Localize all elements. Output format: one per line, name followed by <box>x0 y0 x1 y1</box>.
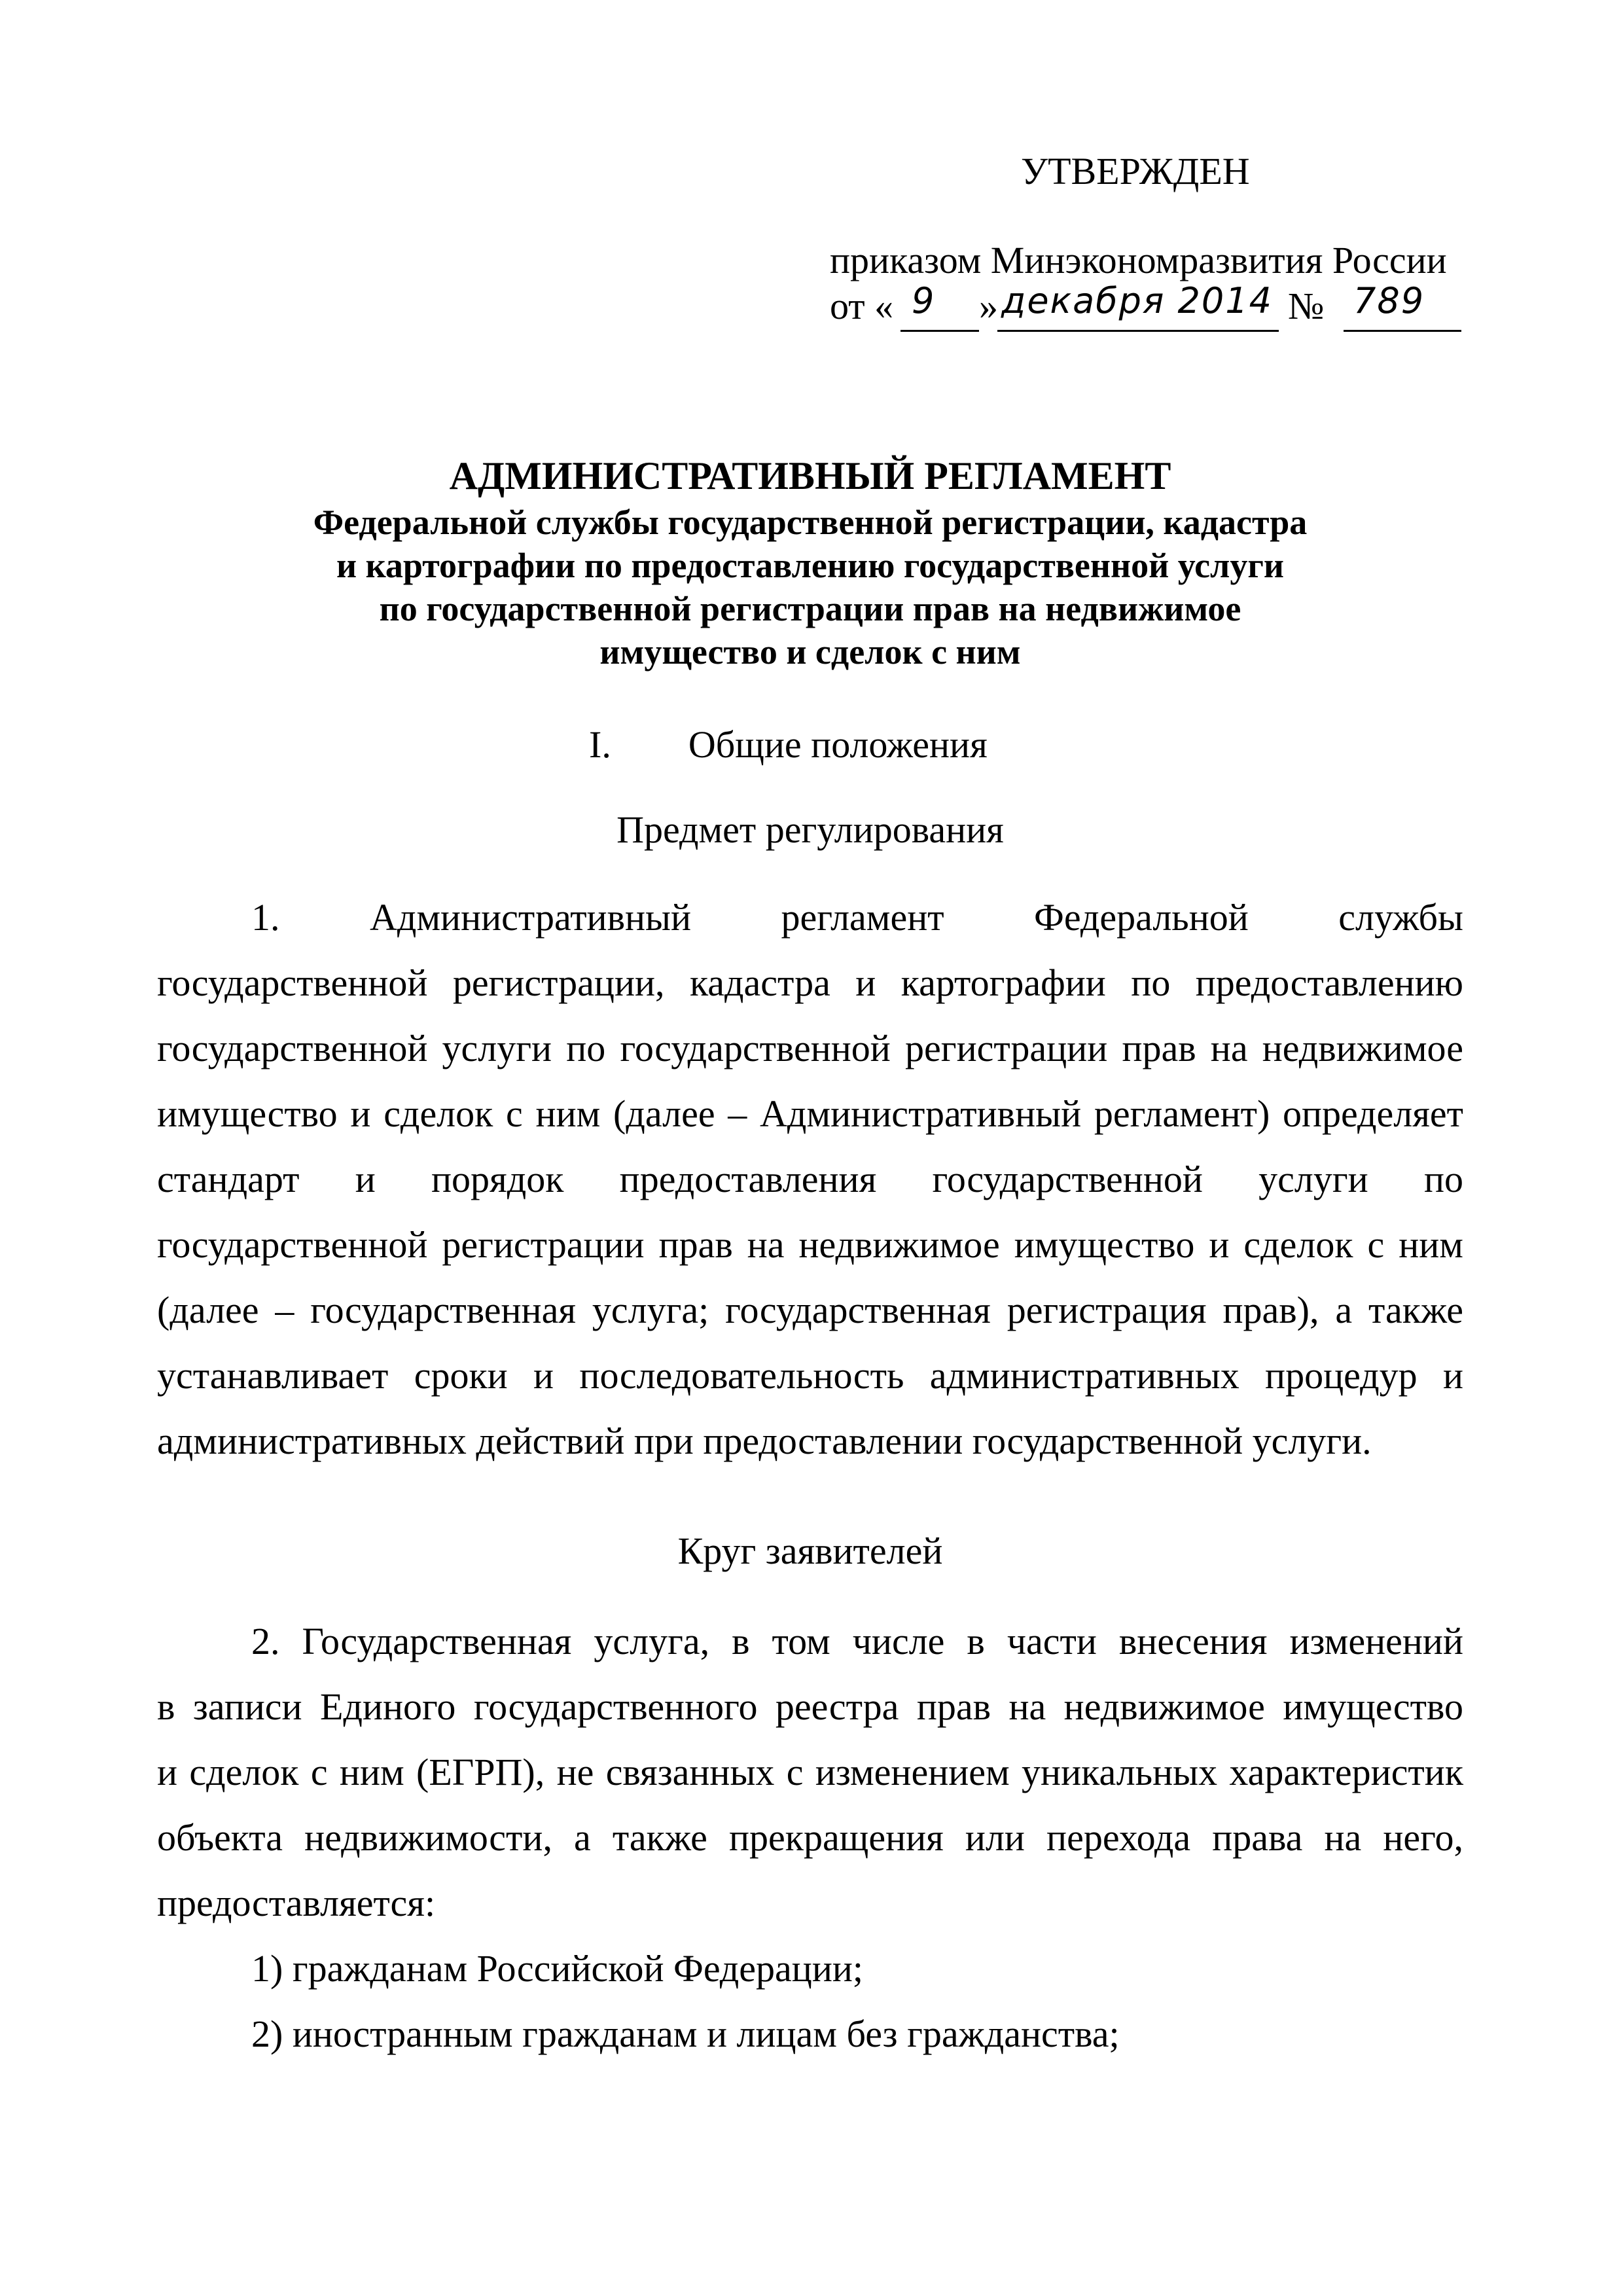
paragraph-1 <box>157 885 1463 1474</box>
paragraph-line: государственной регистрации прав на недвижимое имущество и сделок с ним <box>157 1223 1463 1266</box>
subheading-applicants: Круг заявителей <box>677 1530 943 1572</box>
document-title <box>157 452 1463 673</box>
title-line: имущество и сделок с ним <box>599 632 1021 672</box>
date-month-year-handwritten: декабря 2014 <box>1001 280 1273 321</box>
paragraph-line: стандарт и порядок предоставления государственной услуги по <box>157 1158 1463 1200</box>
section-number: I. <box>589 723 611 766</box>
section-heading <box>589 719 988 771</box>
paragraph-2 <box>157 1609 1463 1936</box>
paragraph-line: 2. Государственная услуга, в том числе в части внесения изменений <box>251 1620 1463 1662</box>
order-number-handwritten: 789 <box>1353 280 1425 321</box>
paragraph-line: (далее – государственная услуга; государственная регистрация прав), а также <box>157 1289 1463 1331</box>
number-sign: № <box>1288 285 1325 327</box>
date-day-handwritten: 9 <box>912 280 936 321</box>
paragraph-line: объекта недвижимости, а также прекращения или перехода права на него, <box>157 1816 1463 1859</box>
order-date-line <box>830 275 1484 334</box>
paragraph-line: имущество и сделок с ним (далее – Административный регламент) определяет <box>157 1092 1463 1135</box>
date-mid: » <box>979 285 998 327</box>
list-item: 2) иностранным гражданам и лицам без гражданства; <box>251 2013 1120 2055</box>
paragraph-line: 1. Административный регламент Федеральной службы <box>251 896 1463 939</box>
title-main: АДМИНИСТРАТИВНЫЙ РЕГЛАМЕНТ <box>449 454 1171 497</box>
order-reference: приказом Минэкономразвития России <box>830 239 1447 281</box>
paragraph-line: предоставляется: <box>157 1882 436 1924</box>
paragraph-line: и сделок с ним (ЕГРП), не связанных с изменением уникальных характеристик <box>157 1751 1463 1793</box>
title-line: и картографии по предоставлению государственной услуги <box>336 546 1284 585</box>
paragraph-line: административных действий при предоставлении государственной услуги. <box>157 1420 1372 1462</box>
paragraph-line: устанавливает сроки и последовательность административных процедур и <box>157 1354 1463 1397</box>
subheading-subject: Предмет регулирования <box>616 808 1004 851</box>
paragraph-line: государственной услуги по государственной регистрации прав на недвижимое <box>157 1027 1463 1069</box>
paragraph-line: в записи Единого государственного реестра прав на недвижимое имущество <box>157 1685 1463 1728</box>
list-item: 1) гражданам Российской Федерации; <box>251 1947 864 1990</box>
date-prefix: от « <box>830 285 894 327</box>
section-title: Общие положения <box>688 723 988 766</box>
title-line: Федеральной службы государственной регистрации, кадастра <box>313 503 1308 542</box>
title-line: по государственной регистрации прав на недвижимое <box>379 589 1241 628</box>
approved-stamp: УТВЕРЖДЕН <box>1021 150 1250 192</box>
paragraph-line: государственной регистрации, кадастра и картографии по предоставлению <box>157 961 1463 1004</box>
